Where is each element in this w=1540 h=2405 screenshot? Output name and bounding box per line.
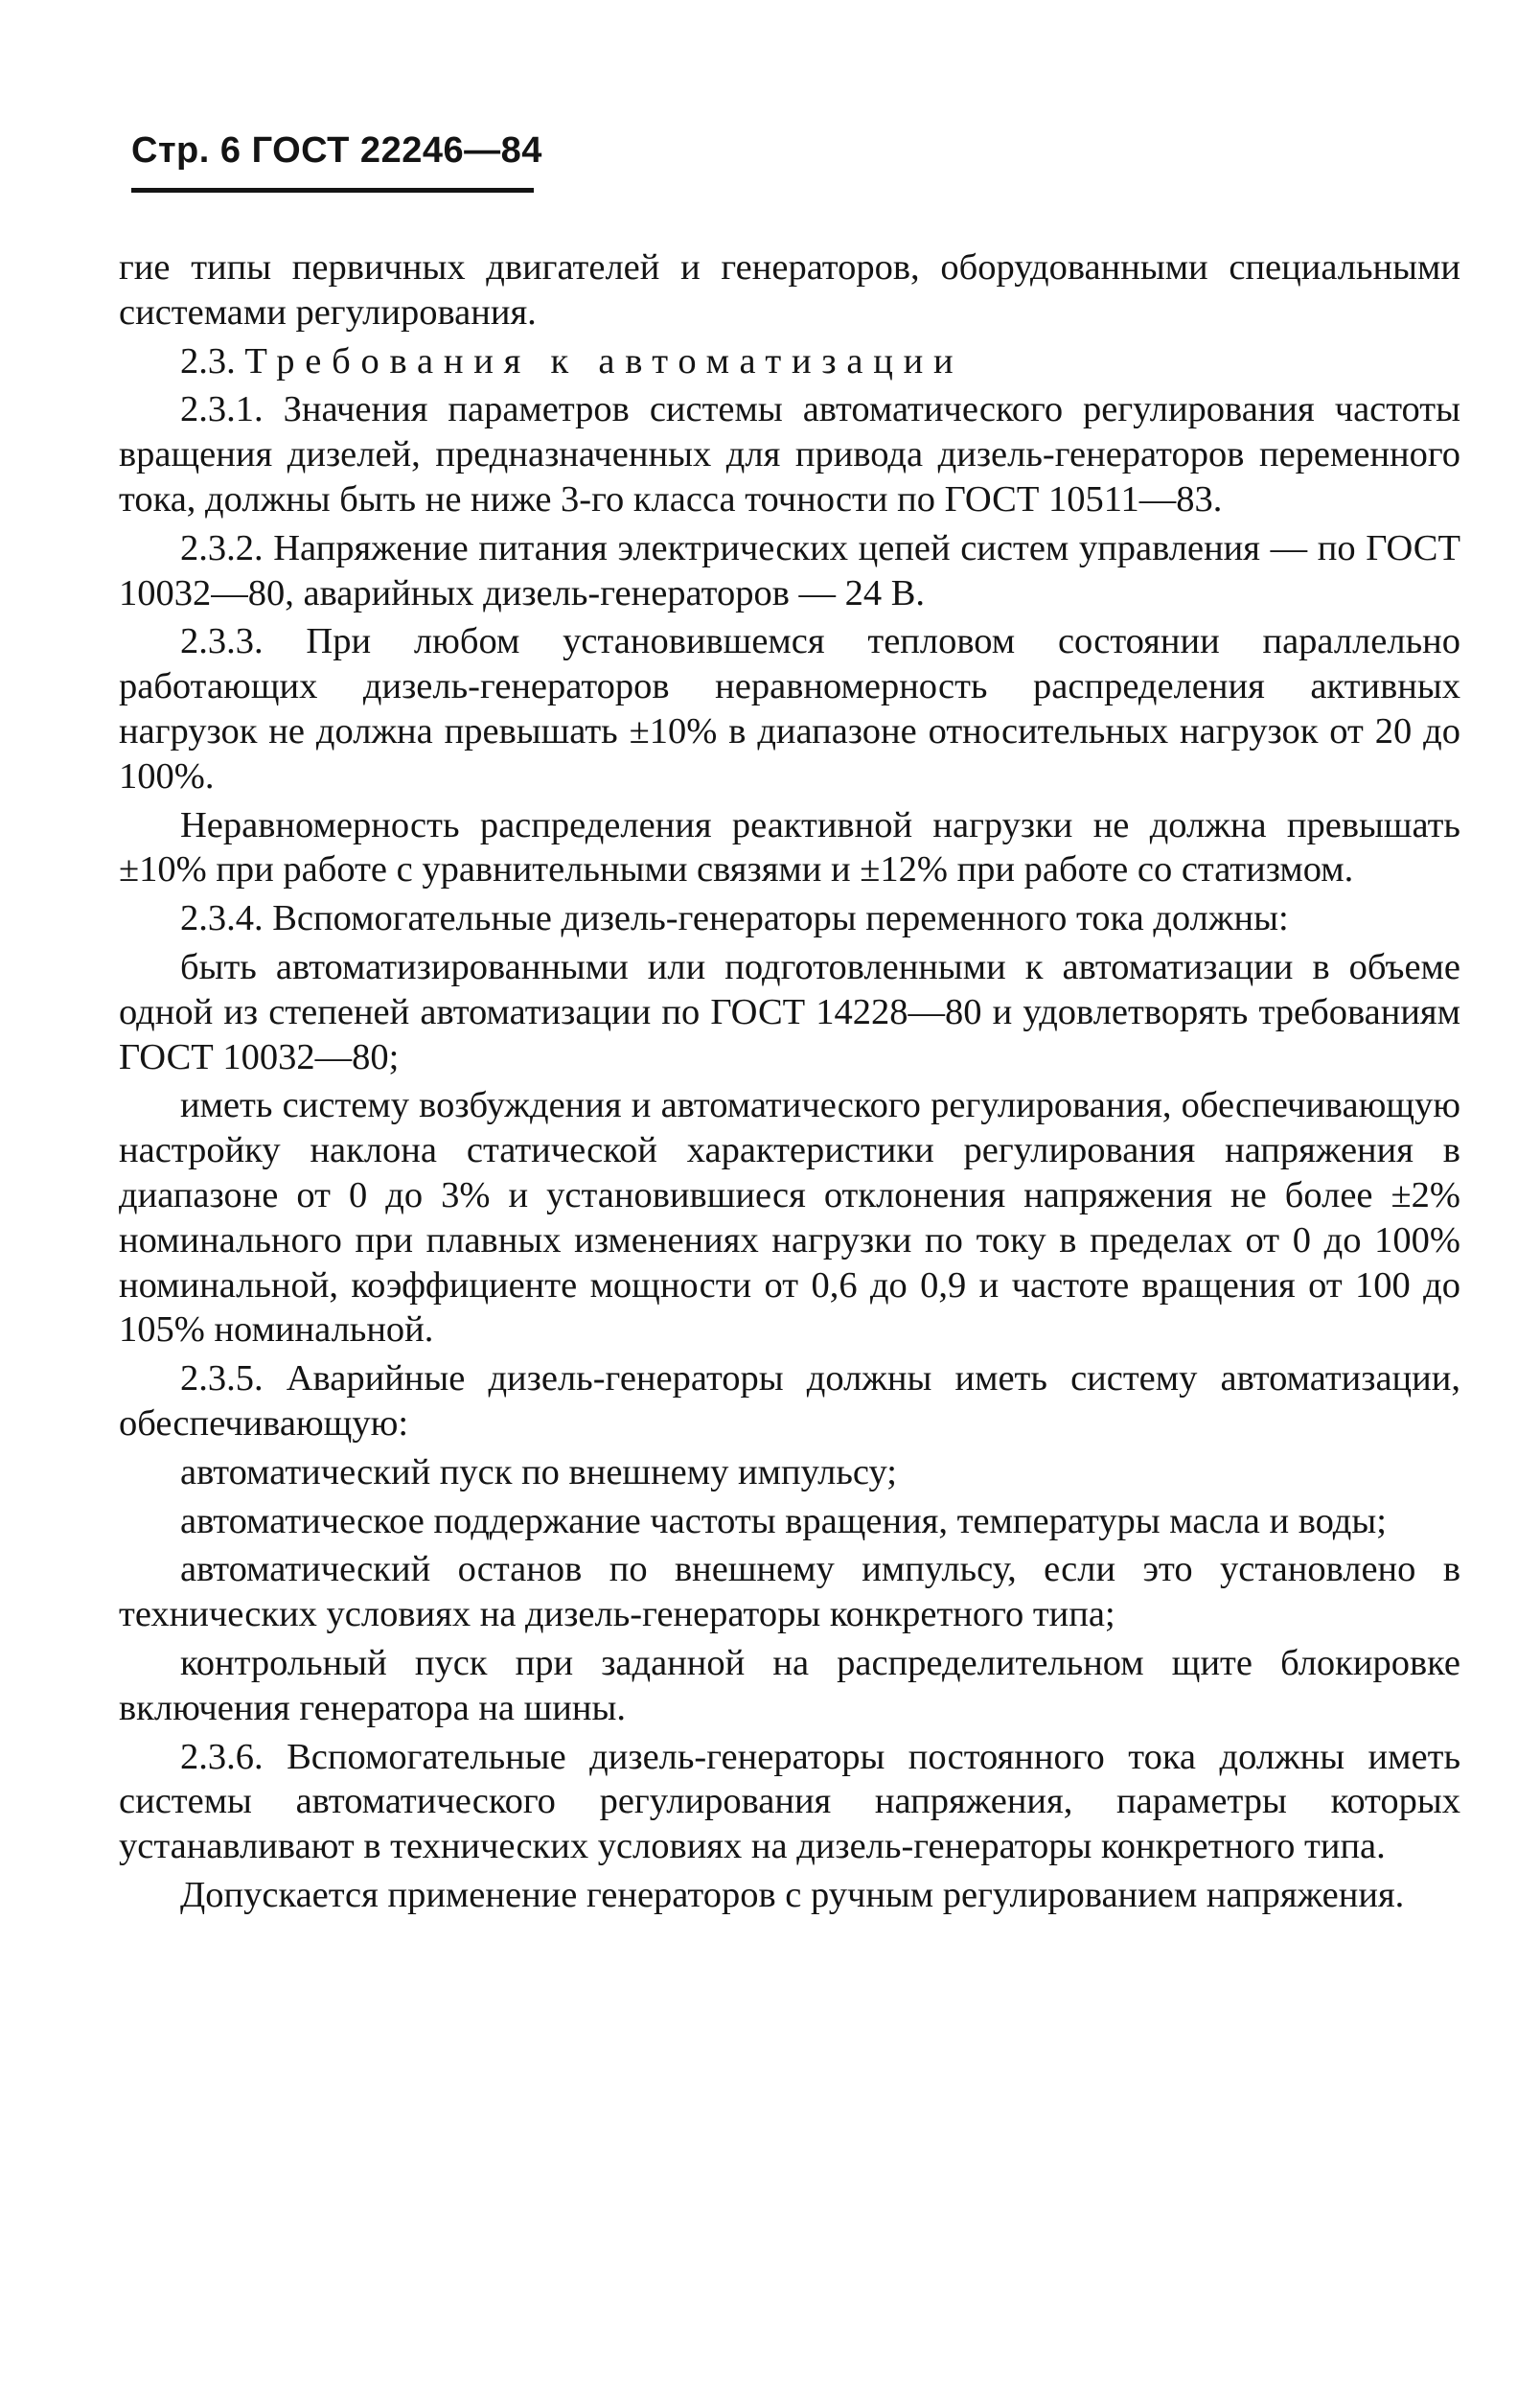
header-rule <box>131 188 534 193</box>
paragraph-2-3-3: 2.3.3. При любом установившемся тепловом состоянии параллельно работающих дизель-генераторов неравномерность распределения активных нагрузок не должна превышать ±10% в диапазоне относительных нагрузок от 20 до 100%. <box>119 621 1460 797</box>
paragraph-auto-maintenance: автоматическое поддержание частоты вращения, температуры масла и воды; <box>180 1500 1387 1541</box>
paragraph-auto-start: автоматический пуск по внешнему импульсу; <box>180 1451 897 1492</box>
paragraph-2-3-1: 2.3.1. Значения параметров системы автоматического регулирования частоты вращения дизелей, предназначенных для привода дизель-генераторов переменного тока, должны быть не ниже 3-го класса точности по ГОСТ 10511—83. <box>119 389 1460 520</box>
document-body <box>119 245 1460 1922</box>
paragraph-automation-level: быть автоматизированными или подготовленными к автоматизации в объеме одной из степеней автоматизации по ГОСТ 14228—80 и удовлетворять требованиям ГОСТ 10032—80; <box>119 946 1460 1077</box>
paragraph-2-3-2: 2.3.2. Напряжение питания электрических цепей систем управления — по ГОСТ 10032—80, аварийных дизель-генераторов — 24 В. <box>119 527 1460 613</box>
paragraph-control-start: контрольный пуск при заданной на распределительном щите блокировке включения генератора на шины. <box>119 1642 1460 1728</box>
section-number: 2.3. <box>180 340 236 382</box>
paragraph-2-3-4: 2.3.4. Вспомогательные дизель-генераторы переменного тока должны: <box>180 898 1289 939</box>
section-heading <box>119 339 1460 384</box>
paragraph-auto-stop: автоматический останов по внешнему импульсу, если это установлено в технических условиях на дизель-генераторы конкретного типа; <box>119 1549 1460 1635</box>
page-header: Стр. 6 ГОСТ 22246—84 <box>131 130 542 171</box>
paragraph-manual-regulation: Допускается применение генераторов с ручным регулированием напряжения. <box>180 1874 1405 1915</box>
paragraph-2-3-5: 2.3.5. Аварийные дизель-генераторы должны иметь систему автоматизации, обеспечивающую: <box>119 1358 1460 1444</box>
paragraph-2-3-6: 2.3.6. Вспомогательные дизель-генераторы постоянного тока должны иметь системы автоматического регулирования напряжения, параметры которых устанавливают в технических условиях на дизель-генераторы конкретного типа. <box>119 1736 1460 1867</box>
section-title: Требования к автоматизации <box>244 340 964 382</box>
paragraph-reactive-load: Неравномерность распределения реактивной нагрузки не должна превышать ±10% при работе с уравнительными связями и ±12% при работе со статизмом. <box>119 804 1460 890</box>
paragraph-continuation: гие типы первичных двигателей и генераторов, оборудованными специальными системами регулирования. <box>119 247 1460 333</box>
paragraph-excitation-system: иметь систему возбуждения и автоматического регулирования, обеспечивающую настройку наклона статической характеристики регулирования напряжения в диапазоне от 0 до 3% и установившиеся отклонения напряжения не более ±2% номинального при плавных изменениях нагрузки по току в пределах от 0 до 100% номинальной, коэффициенте мощности от 0,6 до 0,9 и частоте вращения от 100 до 105% номинальной. <box>119 1085 1460 1351</box>
